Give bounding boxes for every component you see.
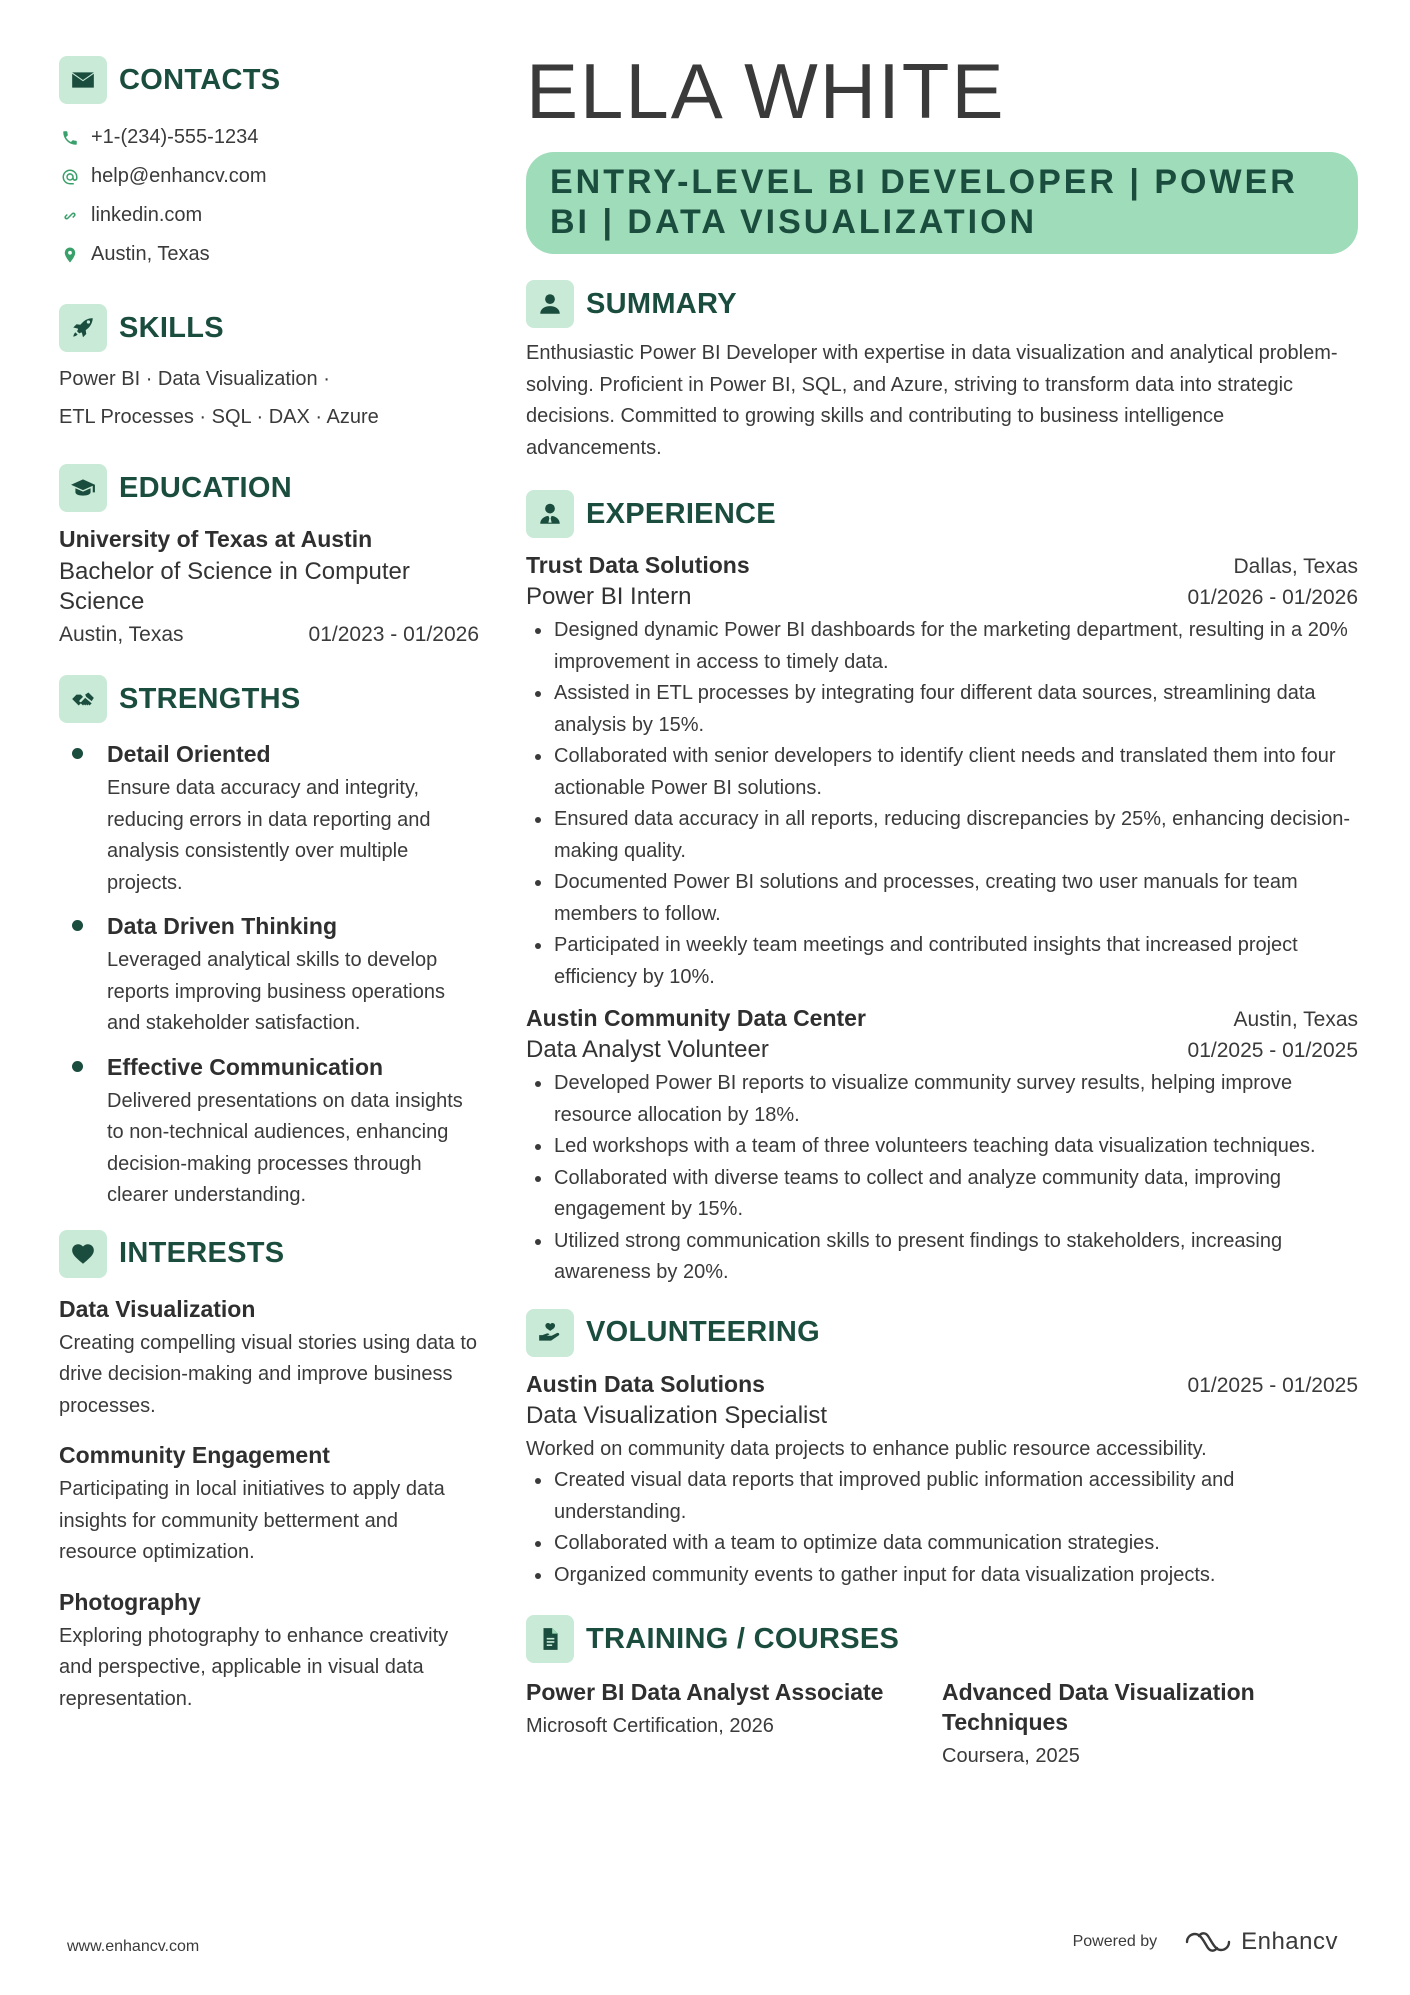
envelope-icon [59,56,107,104]
contact-phone[interactable] [59,118,479,157]
bullet-item: Assisted in ETL processes by integrating four different data sources, streamlining data analysis by 15%. [526,678,1358,741]
strength-title: Detail Oriented [107,741,271,767]
interest-item [59,1585,479,1716]
bullet-item: Created visual data reports that improved public information accessibility and understanding. [526,1465,1358,1528]
strengths-header [59,675,479,723]
bullet-item: Led workshops with a team of three volunteers teaching data visualization techniques. [526,1131,1358,1163]
bullet-item: Organized community events to gather input for data visualization projects. [526,1560,1358,1592]
job-company: Austin Community Data Center [526,1005,866,1031]
bullet-item: Utilized strong communication skills to present findings to stakeholders, increasing awareness by 20%. [526,1226,1358,1289]
job-header-row [526,1005,1358,1032]
volunteering-header [526,1309,1358,1357]
bullet-item: Collaborated with diverse teams to collect and analyze community data, improving engagement by 15%. [526,1163,1358,1226]
interests-header [59,1230,479,1278]
job-role-row [526,1036,1358,1064]
bullet-item: Documented Power BI solutions and processes, creating two user manuals for team members to follow. [526,867,1358,930]
experience-title: EXPERIENCE [586,497,776,530]
volunteering-dates: 01/2025 - 01/2025 [1187,1373,1358,1397]
job-location: Austin, Texas [1233,1008,1358,1031]
heart-icon [59,1230,107,1278]
job-entry [526,1005,1358,1289]
training-header [526,1615,1358,1663]
phone-icon [59,127,81,149]
contact-linkedin[interactable] [59,196,479,235]
headline-banner: ENTRY-LEVEL BI DEVELOPER | POWER BI | DATA VISUALIZATION [526,152,1358,254]
phone-text: +1-(234)-555-1234 [91,126,259,148]
hand-holding-heart-icon [526,1309,574,1357]
interest-title: Photography [59,1588,201,1615]
interest-item [59,1438,479,1569]
interest-desc: Participating in local initiatives to apply data insights for community betterment and resource optimization. [59,1478,445,1563]
contacts-title: CONTACTS [119,63,281,96]
strength-desc: Leveraged analytical skills to develop reports improving business operations and stakeholder satisfaction. [107,949,445,1034]
job-header-row [526,552,1358,579]
education-meta [59,623,479,647]
experience-header [526,490,1358,538]
education-dates: 01/2023 - 01/2026 [308,623,479,646]
enhancv-logo-text: Enhancv [1241,1928,1338,1955]
course-meta: Coursera, 2025 [942,1745,1080,1767]
enhancv-logo-icon [1183,1928,1233,1956]
volunteering-role: Data Visualization Specialist [526,1401,828,1429]
education-title: EDUCATION [119,471,292,504]
bullet-item: Participated in weekly team meetings and contributed insights that increased project efficiency by 10%. [526,930,1358,993]
location-text: Austin, Texas [91,243,210,265]
interest-item [59,1292,479,1423]
rocket-icon [59,304,107,352]
interest-desc: Exploring photography to enhance creativity and perspective, applicable in visual data representation. [59,1624,449,1710]
link-icon [59,205,81,227]
candidate-name: ELLA WHITE [526,47,1006,135]
job-dates: 01/2026 - 01/2026 [1187,586,1358,609]
user-tie-icon [526,490,574,538]
bullet-item: Designed dynamic Power BI dashboards for the marketing department, resulting in a 20% improvement in access to timely data. [526,615,1358,678]
summary-text: Enthusiastic Power BI Developer with expertise in data visualization and analytical problem-solving. Proficient in Power BI, SQL, and Azure, striving to transform data into strategic decisions. Committed to growing skills and contributing to business intelligence advancements. [526,342,1338,459]
job-dates: 01/2025 - 01/2025 [1187,1039,1358,1062]
contact-location [59,235,479,274]
volunteering-org: Austin Data Solutions [526,1370,765,1397]
bullet-item: Developed Power BI reports to visualize community survey results, helping improve resource allocation by 18%. [526,1068,1358,1131]
education-location: Austin, Texas [59,623,184,646]
skills-line-2: ETL Processes · SQL · DAX · Azure [59,406,379,428]
location-pin-icon [59,244,81,266]
bullet-dot [72,748,83,759]
job-role: Power BI Intern [526,583,692,610]
footer-branding[interactable] [1073,1928,1338,1956]
job-role-row [526,583,1358,611]
education-school: University of Texas at Austin [59,526,373,552]
strength-item [59,737,479,899]
right-column [526,47,1358,1768]
education-header [59,464,479,512]
linkedin-text: linkedin.com [91,204,203,226]
courses-list [526,1677,1358,1768]
job-bullets [526,615,1358,993]
course-title: Advanced Data Visualization Techniques [942,1679,1255,1735]
strength-desc: Ensure data accuracy and integrity, reducing errors in data reporting and analysis consistently over multiple projects. [107,777,431,894]
job-bullets [526,1068,1358,1289]
contact-email[interactable] [59,157,479,196]
interests-title: INTERESTS [119,1237,285,1269]
email-text: help@enhancv.com [91,165,267,187]
strength-item [59,909,479,1040]
bullet-dot [72,1061,83,1072]
summary-title: SUMMARY [586,287,737,320]
at-icon [59,166,81,188]
job-company: Trust Data Solutions [526,552,750,578]
job-role: Data Analyst Volunteer [526,1036,769,1063]
interest-title: Data Visualization [59,1295,256,1322]
volunteering-desc: Worked on community data projects to enhance public resource accessibility. [526,1437,1207,1460]
course-item [526,1677,942,1768]
strength-desc: Delivered presentations on data insights to non-technical audiences, enhancing decision-making processes through clearer understanding. [107,1089,463,1206]
course-title: Power BI Data Analyst Associate [526,1679,884,1705]
strength-title: Data Driven Thinking [107,913,338,939]
bullet-item: Collaborated with a team to optimize data communication strategies. [526,1528,1358,1560]
contacts-header [59,56,479,104]
volunteering-bullets [526,1465,1358,1591]
volunteering-header-row [526,1371,1358,1398]
user-icon [526,280,574,328]
skills-header [59,304,479,352]
interest-title: Community Engagement [59,1442,330,1468]
powered-by-text: Powered by [1072,1933,1158,1950]
course-meta: Microsoft Certification, 2026 [526,1715,774,1737]
strength-item [59,1050,479,1212]
bullet-item: Ensured data accuracy in all reports, reducing discrepancies by 25%, enhancing decision-making quality. [526,804,1358,867]
skills-list [59,360,479,436]
bullet-dot [72,920,83,931]
training-title: TRAINING / COURSES [586,1622,900,1655]
strengths-title: STRENGTHS [119,682,301,715]
education-degree: Bachelor of Science in Computer Science [59,558,410,615]
handshake-icon [59,675,107,723]
job-entry [526,552,1358,993]
footer-website[interactable]: www.enhancv.com [67,1938,200,1955]
interest-desc: Creating compelling visual stories using data to drive decision-making and improve business processes. [59,1331,477,1417]
volunteering-title: VOLUNTEERING [586,1316,820,1348]
summary-header [526,280,1358,328]
job-location: Dallas, Texas [1233,555,1358,578]
bullet-item: Collaborated with senior developers to identify client needs and translated them into four actionable Power BI solutions. [526,741,1358,804]
skills-title: SKILLS [119,311,224,344]
skills-line-1: Power BI · Data Visualization · [59,368,330,390]
course-item [942,1677,1358,1768]
strength-title: Effective Communication [107,1053,384,1080]
document-icon [526,1615,574,1663]
graduation-cap-icon [59,464,107,512]
left-column [59,56,479,1731]
